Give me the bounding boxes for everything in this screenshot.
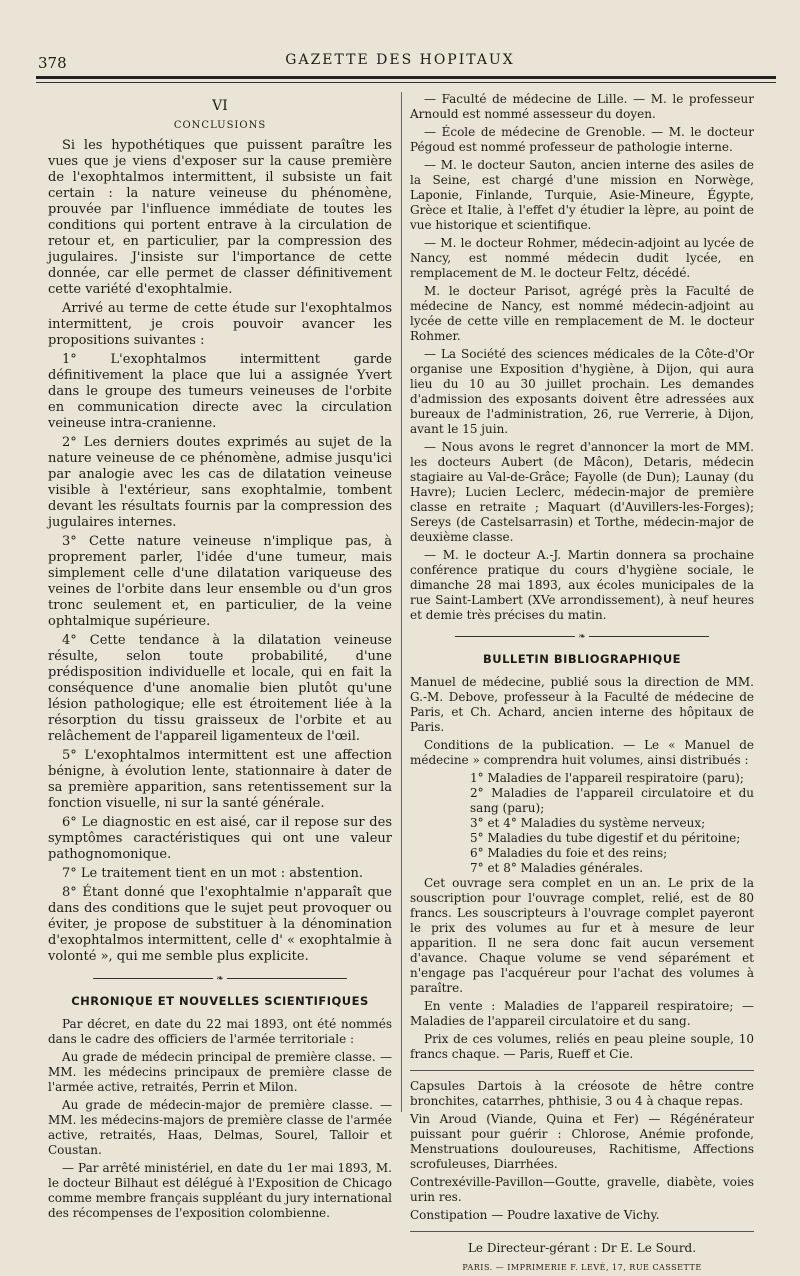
conclusion-item: 7° Le traitement tient en un mot : abstention. <box>62 866 364 881</box>
conclusion-item: 8° Étant donné que l'exophtalmie n'apparaît que dans des conditions que le sujet peut provoquer ou éviter, je propose de substituer à la dénomination d'exophtalmos intermittent, celle d' « exophtalmie à volonté », qui me semble plus explicite. <box>48 885 392 964</box>
news-item: — Par arrêté ministériel, en date du 1er mai 1893, M. le docteur Bilhaut est délégué à l'Exposition de Chicago comme membre français suppléant du jury international des récompenses de l'exposition colombienne. <box>48 1161 392 1220</box>
separator-rule <box>410 1231 754 1232</box>
biblio-text: Cet ouvrage sera complet en un an. Le prix de la souscription pour l'ouvrage complet, relié, est de 80 francs. Les souscripteurs à l'ouvrage complet payeront le prix des volumes au fur et à mesure de leur apparition. Il ne sera donc fait aucun versement d'avance. Chaque volume se vend séparément et n'engage pas l'acquéreur pour l'achat des volumes à paraître. <box>410 876 754 995</box>
conclusion-item: 6° Le diagnostic en est aisé, car il repose sur des symptômes caractéristiques qui ont une valeur pathognomonique. <box>48 815 392 862</box>
ornament-divider: ❧ <box>410 629 754 645</box>
biblio-text: Prix de ces volumes, reliés en peau pleine souple, 10 francs chaque. — Paris, Rueff et Cie. <box>410 1032 754 1061</box>
paragraph: Si les hypothétiques que puissent paraître les vues que je viens d'exposer sur la cause première de l'exophtalmos intermittent, il subsiste un fait certain : la nature veineuse du phénomène, prouvée par l'influence immédiate de toutes les conditions qui portent entrave à la circulation de retour et, en particulier, par la compression des jugulaires. J'insiste sur l'importance de cette donnée, car elle permet de classer définitivement cette variété d'exophtalmie. <box>48 138 392 297</box>
news-item: — Faculté de médecine de Lille. — M. le professeur Arnould est nommé assesseur du doyen. <box>410 92 754 121</box>
volume-item: 6° Maladies du foie et des reins; <box>470 846 668 860</box>
volume-item: 7° et 8° Maladies générales. <box>470 861 644 875</box>
imprint: PARIS. — IMPRIMERIE F. LEVÉ, 17, RUE CASSETTE <box>462 1263 702 1272</box>
header-rule-thick <box>36 76 776 79</box>
volume-item: 1° Maladies de l'appareil respiratoire (paru); <box>470 771 744 785</box>
biblio-entry: Manuel de médecine, publié sous la direction de MM. G.-M. Debove, professeur à la Faculté de médecine de Paris, et Ch. Achard, ancien interne des hôpitaux de Paris. <box>410 675 754 734</box>
signature: Le Directeur-gérant : Dr E. Le Sourd. <box>467 1241 697 1255</box>
news-item: Au grade de médecin principal de première classe. — MM. les médecins principaux de première classe de l'armée active, retraités, Perrin et Milon. <box>48 1050 392 1094</box>
advert: Constipation — Poudre laxative de Vichy. <box>410 1208 660 1222</box>
news-item: — Nous avons le regret d'annoncer la mort de MM. les docteurs Aubert (de Mâcon), Detaris, médecin stagiaire au Val-de-Grâce; Fayolle (de Dun); Launay (du Havre); Lucien Leclerc, médecin-major de première classe en retraite ; Maquart (d'Auvillers-les-Forges); Sereys (de Castelsarrasin) et Torthe, médecin-major de deuxième classe. <box>410 440 754 544</box>
advert: Contrexéville-Pavillon—Goutte, gravelle, diabète, voies urin res. <box>410 1175 754 1204</box>
advert: Vin Aroud (Viande, Quina et Fer) — Régénérateur puissant pour guérir : Chlorose, Anémie profonde, Menstruations douloureuses, Rachitisme, Affections scrofuleuses, Diarrhées. <box>410 1112 754 1171</box>
news-item: Au grade de médecin-major de première classe. — MM. les médecins-majors de première classe de l'armée active, retraités, Haas, Delmas, Sourel, Talloir et Coustan. <box>48 1098 392 1157</box>
conclusion-item: 1° L'exophtalmos intermittent garde définitivement la place que lui a assignée Yvert dans le groupe des tumeurs veineuses de l'orbite en communication directe avec la circulation veineuse intra-cranienne. <box>48 352 392 431</box>
news-item: — M. le docteur A.-J. Martin donnera sa prochaine conférence pratique du cours d'hygiène sociale, le dimanche 28 mai 1893, aux écoles municipales de la rue Saint-Lambert (XVe arrondissement), à neuf heures et demie très précises du matin. <box>410 548 754 622</box>
conclusion-item: 2° Les derniers doutes exprimés au sujet de la nature veineuse de ce phénomène, admise jusqu'ici par analogie avec les cas de dilatation veineuse visible à l'extérieur, sans exophtalmie, tombent devant les résultats fournis par la compression des jugulaires internes. <box>48 435 392 530</box>
paragraph: Arrivé au terme de cette étude sur l'exophtalmos intermittent, je crois pouvoir avancer les propositions suivantes : <box>48 301 392 348</box>
news-item: — La Société des sciences médicales de la Côte-d'Or organise une Exposition d'hygiène, à Dijon, qui aura lieu du 10 au 30 juillet prochain. Les demandes d'admission des exposants doivent être adressées aux bureaux de l'administration, 26, rue Verrerie, à Dijon, avant le 15 juin. <box>410 347 754 436</box>
news-item: M. le docteur Parisot, agrégé près la Faculté de médecine de Nancy, est nommé médecin-adjoint au lycée de cette ville en remplacement de M. le docteur Rohmer. <box>410 284 754 343</box>
advert: Capsules Dartois à la créosote de hêtre contre bronchites, catarrhes, phthisie, 3 ou 4 à chaque repas. <box>410 1079 754 1108</box>
biblio-text: En vente : Maladies de l'appareil respiratoire; — Maladies de l'appareil circulatoire et du sang. <box>410 999 754 1028</box>
separator-rule <box>410 1070 754 1071</box>
conclusion-item: 5° L'exophtalmos intermittent est une affection bénigne, à évolution lente, stationnaire à dater de sa première apparition, sans retentissement sur la fonction visuelle, ni sur la santé générale. <box>48 748 392 811</box>
section-number: VI <box>212 98 228 114</box>
news-item: Par décret, en date du 22 mai 1893, ont été nommés dans le cadre des officiers de l'armée territoriale : <box>48 1017 392 1046</box>
chronique-heading: CHRONIQUE ET NOUVELLES SCIENTIFIQUES <box>71 994 369 1008</box>
column-divider <box>401 92 402 1112</box>
ornament-divider: ❧ <box>48 971 392 987</box>
conclusion-item: 4° Cette tendance à la dilatation veineuse résulte, selon toute probabilité, d'une prédisposition individuelle et locale, qui en fait la conséquence d'une anomalie bien plutôt qu'une lésion pathologique; elle est étroitement liée à la résorption du tissu graisseux de l'orbite et au relâchement de l'appareil ligamenteux de l'œil. <box>48 633 392 744</box>
conclusion-item: 3° Cette nature veineuse n'implique pas, à proprement parler, l'idée d'une tumeur, mais simplement celle d'une dilatation variqueuse des veines de l'orbite dans leur ensemble ou d'un gros tronc seulement et, en particulier, de la veine ophtalmique supérieure. <box>48 534 392 629</box>
news-item: — M. le docteur Rohmer, médecin-adjoint au lycée de Nancy, est nommé médecin dudit lycée, en remplacement de M. le docteur Feltz, décédé. <box>410 236 754 280</box>
section-title: CONCLUSIONS <box>173 120 267 131</box>
right-column <box>410 92 754 1276</box>
left-column <box>48 92 392 1224</box>
running-title: GAZETTE DES HOPITAUX <box>285 52 515 68</box>
news-item: — M. le docteur Sauton, ancien interne des asiles de la Seine, est chargé d'une mission en Norwège, Laponie, Finlande, Turquie, Asie-Mineure, Égypte, Grèce et Italie, à l'effet d'y étudier la lèpre, au point de vue historique et scientifique. <box>410 158 754 232</box>
biblio-conditions: Conditions de la publication. — Le « Manuel de médecine » comprendra huit volumes, ainsi distribués : <box>410 738 754 767</box>
volume-item: 2° Maladies de l'appareil circulatoire et du sang (paru); <box>470 786 754 815</box>
page-number: 378 <box>38 54 67 72</box>
volume-item: 3° et 4° Maladies du système nerveux; <box>470 816 706 830</box>
news-item: — École de médecine de Grenoble. — M. le docteur Pégoud est nommé professeur de pathologie interne. <box>410 125 754 154</box>
biblio-heading: BULLETIN BIBLIOGRAPHIQUE <box>482 652 682 666</box>
header-rule-thin <box>36 82 776 83</box>
volume-item: 5° Maladies du tube digestif et du péritoine; <box>470 831 741 845</box>
